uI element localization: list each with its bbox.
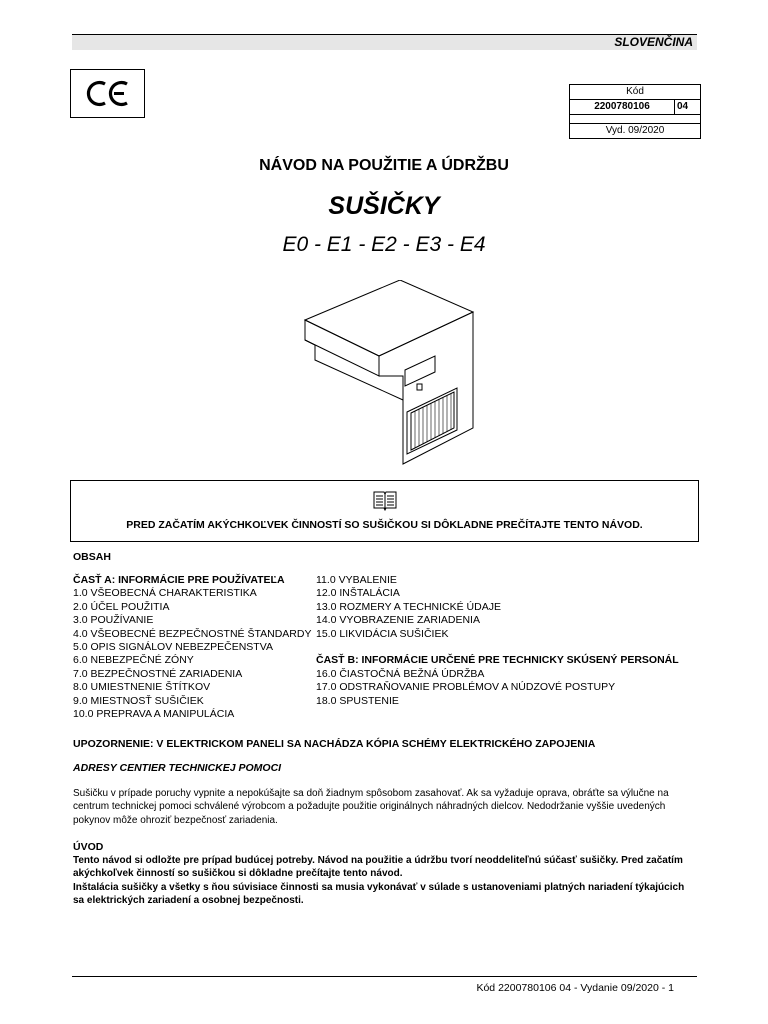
toc-heading: OBSAH (73, 551, 111, 563)
code-header: Kód (570, 85, 700, 100)
toc-item: 3.0 POUŽÍVANIE (73, 614, 154, 627)
intro-line: Tento návod si odložte pre prípad budúcej potreby. Návod na použitie a údržbu tvorí neoddeliteľnú súčasť sušičky. Pred začatím (73, 855, 683, 866)
toc-item: 12.0 INŠTALÁCIA (316, 587, 400, 600)
intro-line: akýchkoľvek činností so sušičkou si dôkladne prečítajte tento návod. (73, 868, 403, 880)
toc-item: 1.0 VŠEOBECNÁ CHARAKTERISTIKA (73, 587, 257, 600)
document-code-box (569, 84, 701, 139)
toc-item: 7.0 BEZPEČNOSTNÉ ZARIADENIA (73, 667, 243, 680)
toc-item: 4.0 VŠEOBECNÉ BEZPEČNOSTNÉ ŠTANDARDY (73, 627, 312, 640)
toc-item: 6.0 NEBEZPEČNÉ ZÓNY (73, 654, 194, 667)
code-number-row (570, 100, 700, 115)
toc-item: 17.0 ODSTRAŇOVANIE PROBLÉMOV A NÚDZOVÉ POSTUPY (316, 681, 616, 694)
toc-item: 2.0 ÚČEL POUŽITIA (73, 600, 170, 613)
toc-item: 14.0 VYOBRAZENIE ZARIADENIA (316, 614, 480, 627)
intro-heading: ÚVOD (73, 841, 104, 853)
wiring-notice: UPOZORNENIE: V ELEKTRICKOM PANELI SA NACHÁDZA KÓPIA SCHÉMY ELEKTRICKÉHO ZAPOJENIA (73, 738, 596, 750)
toc-item: 9.0 MIESTNOSŤ SUŠIČIEK (73, 694, 204, 707)
service-line: Sušičku v prípade poruchy vypnite a nepokúšajte sa doň žiadnym spôsobom zasahovať. Ak sa vyžaduje oprava, obráťte sa výlučne na (73, 788, 669, 799)
intro-paragraph (73, 854, 698, 908)
product-title: SUŠIČKY (328, 192, 440, 220)
toc-item: 15.0 LIKVIDÁCIA SUŠIČIEK (316, 627, 449, 640)
page-footer: Kód 2200780106 04 - Vydanie 09/2020 - 1 (476, 982, 674, 994)
toc-part-b-title: ČASŤ B: INFORMÁCIE URČENÉ PRE TECHNICKY SKÚSENÝ PERSONÁL (316, 654, 679, 667)
open-book-icon (372, 489, 398, 511)
intro-line: Inštalácia sušičky a všetky s ňou súvisiace činnosti sa musia vykonávať v súlade s ustanoveniami platných nariadení týkajúcich (73, 881, 685, 893)
toc-item: 10.0 PREPRAVA A MANIPULÁCIA (73, 708, 235, 721)
language-bar (72, 34, 697, 50)
model-list: E0 - E1 - E2 - E3 - E4 (282, 233, 486, 256)
language-label: SLOVENČINA (614, 35, 693, 49)
toc-item: 8.0 UMIESTNENIE ŠTÍTKOV (73, 681, 211, 694)
service-line: pokynov môže ohroziť bezpečnosť zariadenia. (73, 814, 278, 826)
toc-item: 11.0 VYBALENIE (316, 574, 397, 586)
toc-column-2 (316, 574, 679, 708)
toc-item: 18.0 SPUSTENIE (316, 694, 399, 707)
ce-mark-icon (71, 70, 144, 117)
ce-mark (70, 69, 145, 118)
dryer-illustration (295, 280, 485, 470)
toc-item: 5.0 OPIS SIGNÁLOV NEBEZPEČENSTVA (73, 641, 273, 654)
footer-rule (72, 976, 697, 977)
toc-part-a-title: ČASŤ A: INFORMÁCIE PRE POUŽÍVATEĽA (73, 574, 285, 586)
code-blank-row (570, 115, 700, 124)
edition-label: Vyd. 09/2020 (605, 125, 665, 136)
document-code: 2200780106 (570, 100, 675, 114)
toc-part-a-column (73, 574, 311, 721)
intro-line: sa elektrických zariadení a osobnej bezpečnosti. (73, 895, 304, 907)
service-heading: ADRESY CENTIER TECHNICKEJ POMOCI (73, 762, 282, 774)
service-paragraph (73, 787, 698, 827)
manual-title: NÁVOD NA POUŽITIE A ÚDRŽBU (259, 157, 509, 174)
warning-box (70, 480, 699, 542)
toc-item: 13.0 ROZMERY A TECHNICKÉ ÚDAJE (316, 600, 501, 613)
warning-text: PRED ZAČATÍM AKÝCHKOĽVEK ČINNOSTÍ SO SUŠIČKOU SI DÔKLADNE PREČÍTAJTE TENTO NÁVOD. (126, 519, 643, 531)
document-revision: 04 (677, 101, 689, 112)
service-line: centrum technickej pomoci schválené výrobcom a požadujte použitie originálnych náhradných dielcov. Nedodržanie vyššie uvedených (73, 801, 666, 813)
toc-item: 16.0 ČIASTOČNÁ BEŽNÁ ÚDRŽBA (316, 667, 485, 680)
